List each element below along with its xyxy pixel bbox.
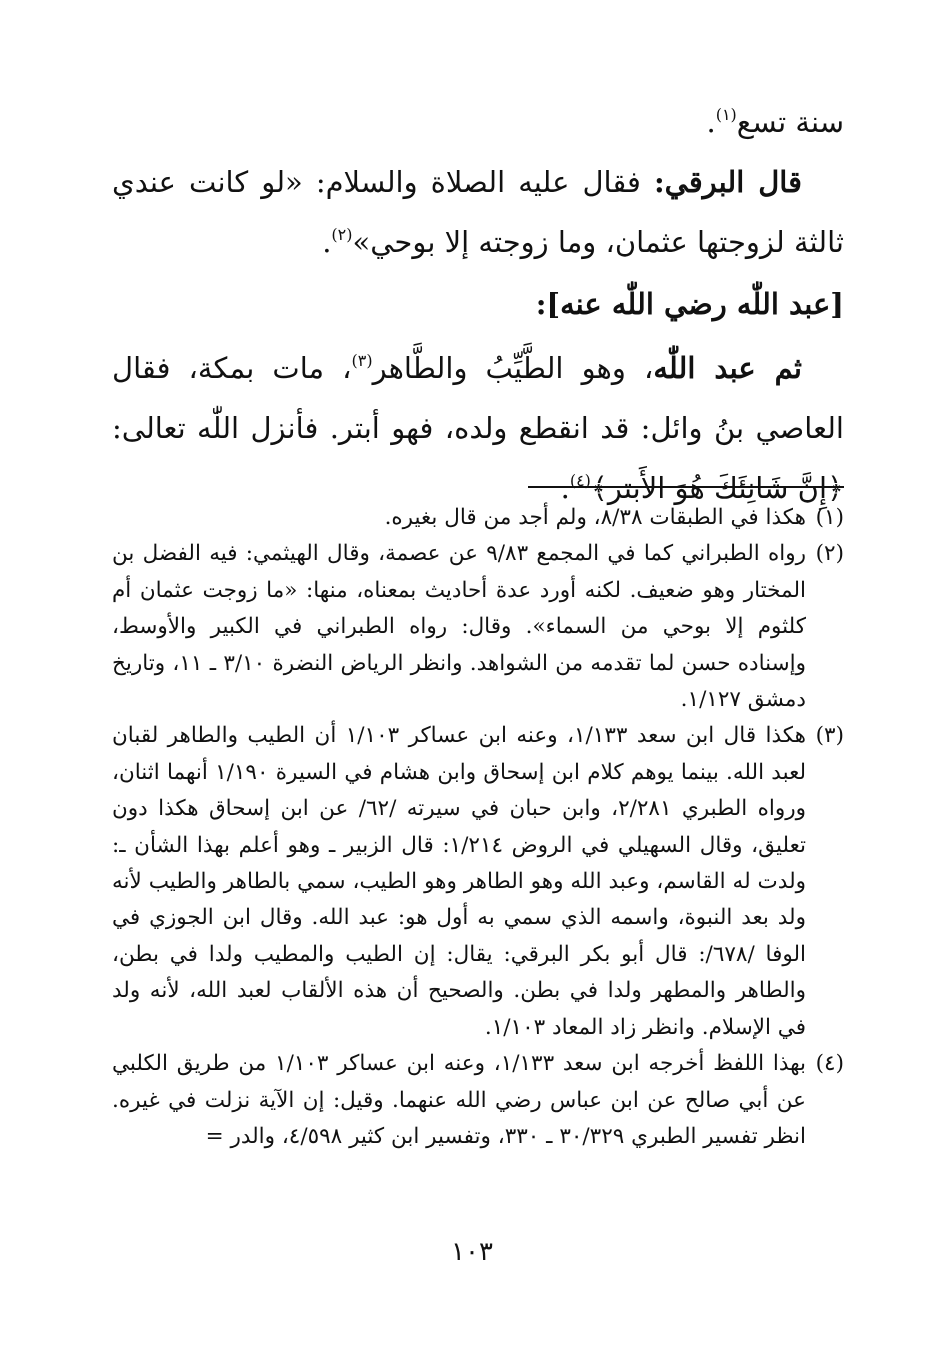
paragraph-lead-barqi: قال البرقي: [653, 165, 803, 199]
footnote-ref-4[interactable]: (٤) [569, 471, 591, 490]
paragraph-end-barqi: . [322, 225, 332, 259]
paragraph-lead-abdullah: ثم عبد اللّٰه [653, 351, 802, 385]
footnote-4 [112, 1046, 844, 1155]
section-heading: [عبد اللّٰه رضي اللّٰه عنه]: [535, 287, 844, 321]
footnote-text: بهذا اللفظ أخرجه ابن سعد ١/١٣٣، وعنه ابن عساكر ١/١٠٣ من طريق الكلبي عن أبي صالح عن ابن عباس رضي الله عنهما. وقيل: إن الآية نزلت في غيره. انظر تفسير الطبري ٣٠/٣٢٩ ـ ٣٣٠، وتفسير ابن كثير ٤/٥٩٨، والدر = [112, 1051, 806, 1149]
footnote-1 [112, 500, 844, 536]
footnote-ref-3[interactable]: (٣) [351, 351, 373, 370]
page-number: ١٠٣ [451, 1237, 493, 1267]
main-line-1-end: . [706, 105, 716, 139]
paragraph-text-abdullah-a: ، وهو الطَّيِّبُ والطَّاهر [372, 351, 654, 385]
footnote-text: رواه الطبراني كما في المجمع ٩/٨٣ عن عصمة، وقال الهيثمي: فيه الفضل بن المختار وهو ضعيف. لكنه أورد عدة أحاديث بمعناه، منها: «ما زوجت عثمان أم كلثوم إلا بوحي من السماء». وقال: رواه الطبراني في الكبير والأوسط، وإسناده حسن لما تقدمه من الشواهد. وانظر الرياض النضرة ٣/١٠ ـ ١١، وتاريخ دمشق ١/١٢٧. [112, 541, 807, 713]
footnote-number: (١) [815, 505, 844, 530]
footnote-number: (٣) [815, 723, 844, 749]
footnote-divider [528, 486, 844, 488]
paragraph-text-abdullah-b: ، مات بمكة، فقال العاصي بنُ وائل: قد انقطع ولده، فهو أبتر. فأنزل اللّٰه تعالى: ﴿إِنَّ شَانِئَكَ هُوَ الأَبتر﴾ [112, 351, 844, 505]
footnote-text: هكذا في الطبقات ٨/٣٨، ولم أجد من قال بغيره. [384, 505, 806, 530]
footnote-number: (٤) [815, 1051, 844, 1077]
footnote-2 [112, 536, 844, 718]
footnote-text: هكذا قال ابن سعد ١/١٣٣، وعنه ابن عساكر ١/١٠٣ أن الطيب والطاهر لقبان لعبد الله. بينما يوهم كلام ابن إسحاق وابن هشام في السيرة ١/١٩٠ أنهما اثنان، ورواه الطبري ٢/٢٨١، وابن حبان في سيرته /٦٢/ عن ابن إسحاق هكذا دون تعليق، وقال السهيلي في الروض ١/٢١٤: قال الزبير ـ وهو أعلم بهذا الشأن ـ: ولدت له القاسم، وعبد الله وهو الطاهر وهو الطيب، سمي بالطاهر والطيب لأنه ولد بعد النبوة، واسمه الذي سمي به أول هو: عبد الله. وقال ابن الجوزي في الوفا /٦٧٨/: قال أبو بكر البرقي: يقال: إن الطيب والمطيب ولدا في بطن، والطاهر والمطهر ولدا في بطن. والصحيح أن هذه الألقاب لعبد الله، لأنه ولد في الإسلام. وانظر زاد المعاد ١/١٠٣. [112, 723, 806, 1040]
footnote-number: (٢) [815, 541, 844, 567]
footnotes-section [112, 500, 844, 1155]
main-paragraph-abdullah [112, 338, 844, 518]
paragraph-text-barqi: فقال عليه الصلاة والسلام: «لو كانت عندي ثالثة لزوجتها عثمان، وما زوجته إلا بوحي» [112, 165, 844, 259]
main-paragraph-barqi [112, 152, 844, 272]
main-line-1 [112, 92, 844, 152]
main-text [112, 92, 844, 518]
footnote-ref-2[interactable]: (٢) [331, 225, 353, 244]
paragraph-end-abdullah: . [560, 471, 570, 505]
footnote-3 [112, 718, 844, 1046]
main-line-1-text: سنة تسع [736, 105, 844, 139]
footnote-ref-1[interactable]: (١) [715, 105, 737, 124]
